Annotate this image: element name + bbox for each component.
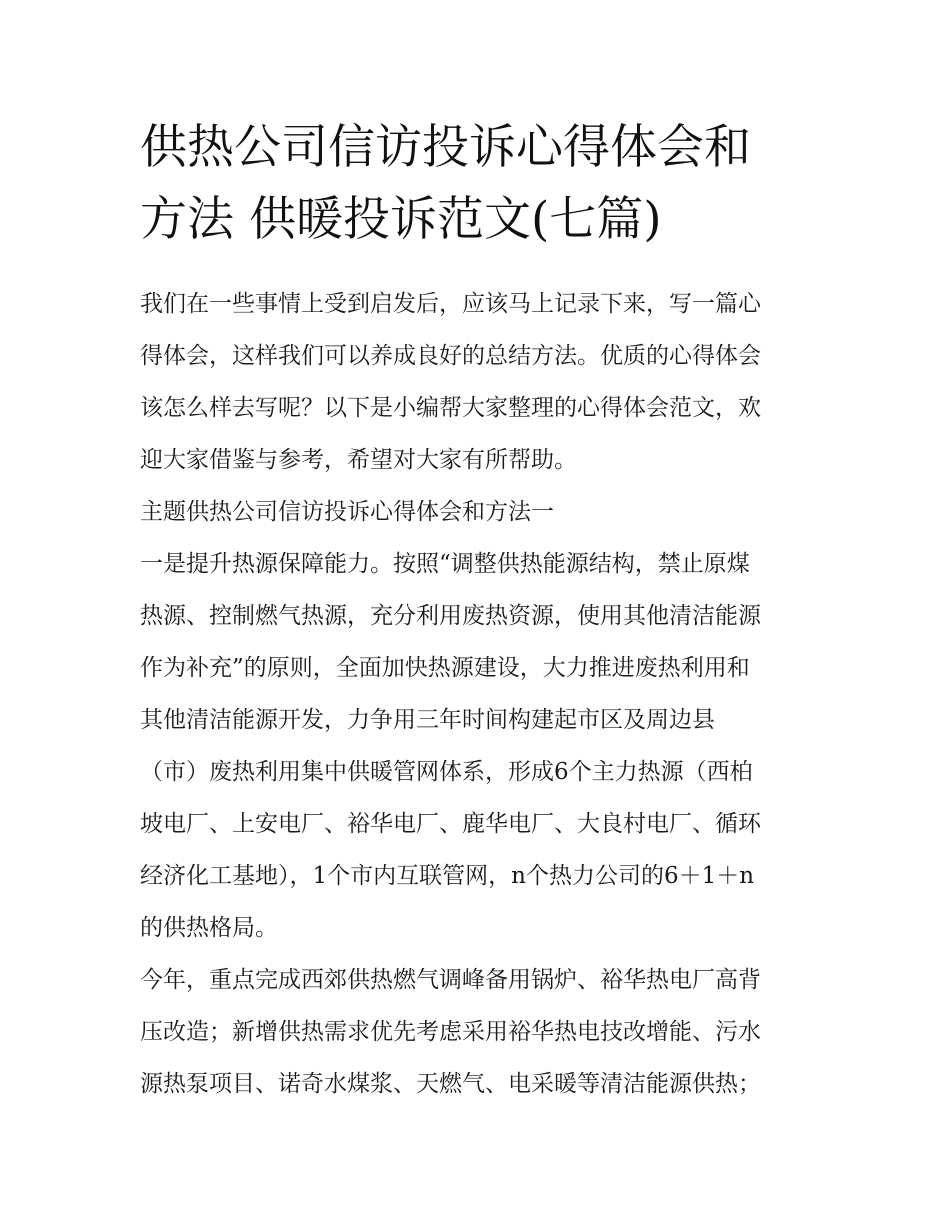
title-line-1: 供热公司信访投诉心得体会和	[140, 120, 751, 175]
document-body	[140, 278, 820, 1110]
body-line: 压改造；新增供热需求优先考虑采用裕华热电技改增能、污水	[140, 1019, 761, 1045]
body-line: 其他清洁能源开发，力争用三年时间构建起市区及周边县	[140, 707, 715, 733]
body-line: （市）废热利用集中供暖管网体系，形成6个主力热源（西柏	[140, 759, 753, 785]
body-line: 今年，重点完成西郊供热燃气调峰备用锅炉、裕华热电厂高背	[140, 967, 761, 993]
body-line: 坡电厂、上安电厂、裕华电厂、鹿华电厂、大良村电厂、循环	[140, 811, 761, 837]
body-line: 经济化工基地），1个市内互联管网，n个热力公司的6＋1＋n	[140, 863, 755, 889]
document-title	[140, 112, 820, 256]
body-line: 源热泵项目、诺奇水煤浆、天燃气、电采暖等清洁能源供热；	[140, 1071, 761, 1097]
body-line: 的供热格局。	[140, 915, 278, 941]
body-line: 热源、控制燃气热源，充分利用废热资源，使用其他清洁能源	[140, 603, 761, 629]
body-line: 该怎么样去写呢？以下是小编帮大家整理的心得体会范文，欢	[140, 395, 761, 421]
body-line: 一是提升热源保障能力。按照“调整供热能源结构，禁止原煤	[140, 551, 750, 577]
section-heading: 主题供热公司信访投诉心得体会和方法一	[140, 499, 554, 525]
title-line-2: 方法 供暖投诉范文(七篇)	[140, 192, 662, 247]
body-line: 迎大家借鉴与参考，希望对大家有所帮助。	[140, 447, 577, 473]
body-line: 作为补充”的原则，全面加快热源建设，大力推进废热利用和	[140, 655, 750, 681]
body-line: 得体会，这样我们可以养成良好的总结方法。优质的心得体会	[140, 343, 761, 369]
body-line: 我们在一些事情上受到启发后，应该马上记录下来，写一篇心	[140, 291, 761, 317]
